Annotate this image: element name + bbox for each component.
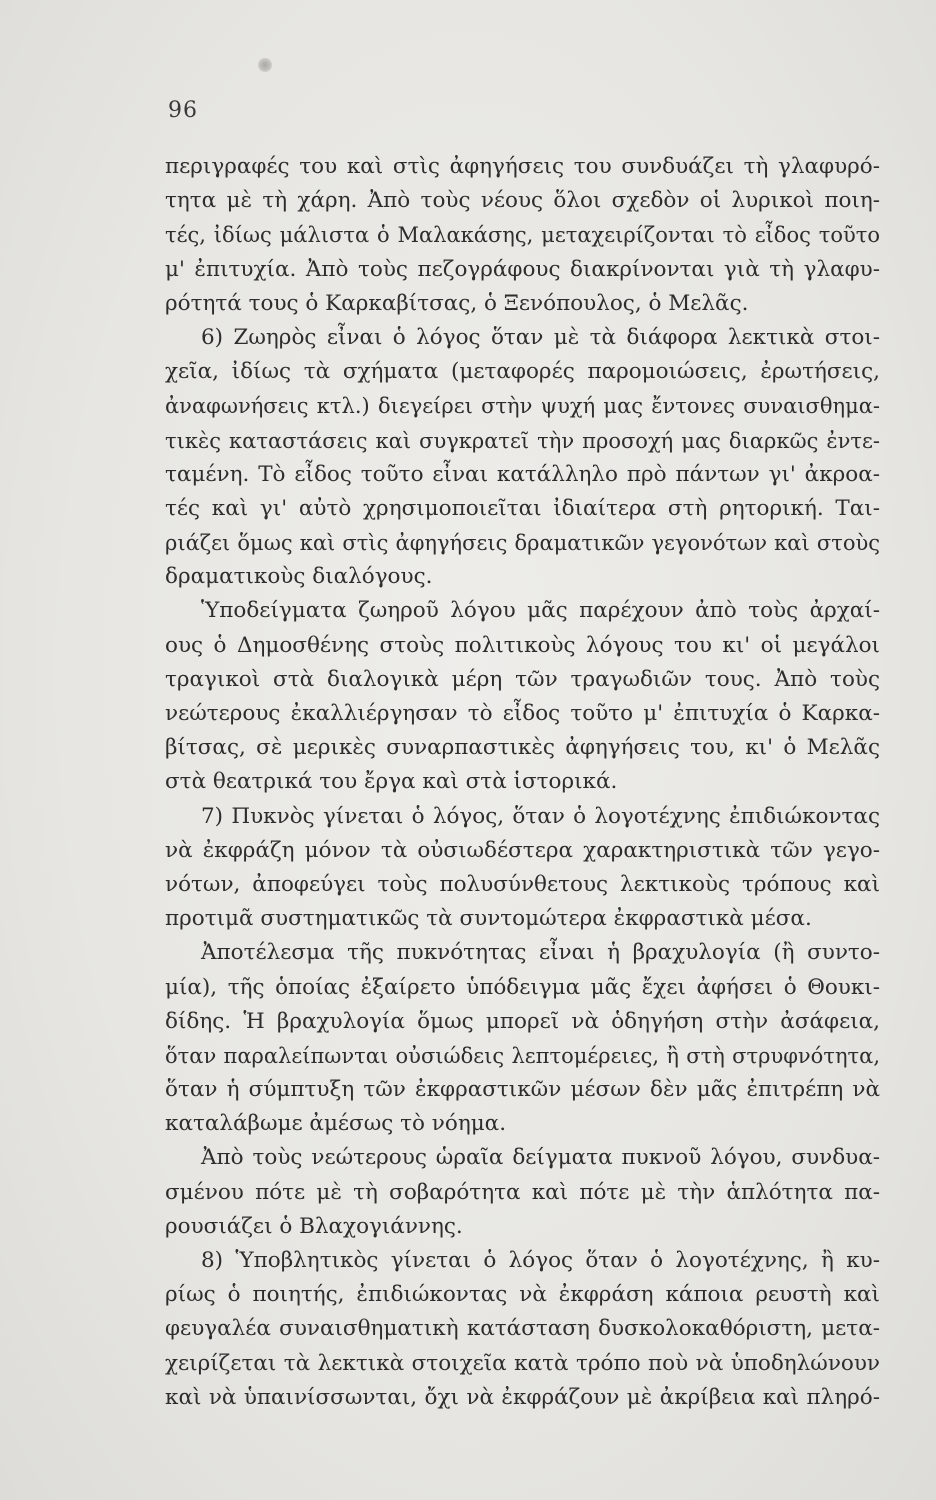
text-line: βίτσας, σὲ μερικὲς συναρπαστικὲς ἀφηγήσεις του, κι' ὁ Μελᾶς bbox=[165, 735, 880, 761]
text-line: τραγικοὶ στὰ διαλογικὰ μέρη τῶν τραγωδιῶν τους. Ἀπὸ τοὺς bbox=[165, 666, 880, 692]
text-line: τικὲς καταστάσεις καὶ συγκρατεῖ τὴν προσοχή μας διαρκῶς ἐντε- bbox=[165, 428, 880, 453]
text-line: νεώτερους ἐκαλλιέργησαν τὸ εἶδος τοῦτο μ' ἐπιτυχία ὁ Καρκα- bbox=[165, 701, 880, 726]
text-line: νότων, ἀποφεύγει τοὺς πολυσύνθετους λεκτικοὺς τρόπους καὶ bbox=[165, 871, 880, 897]
text-line: Ὑποδείγματα ζωηροῦ λόγου μᾶς παρέχουν ἀπὸ τοὺς ἀρχαί- bbox=[201, 598, 880, 624]
text-line: 8) Ὑποβλητικὸς γίνεται ὁ λόγος ὅταν ὁ λογοτέχνης, ἢ κυ- bbox=[201, 1248, 880, 1273]
text-line: μία), τῆς ὁποίας ἐξαίρετο ὑπόδειγμα μᾶς ἔχει ἀφήσει ὁ Θουκι- bbox=[165, 974, 880, 1000]
text-line: στὰ θεατρικά του ἔργα καὶ στὰ ἱστορικά. bbox=[165, 769, 618, 795]
text-line: ἀναφωνήσεις κτλ.) διεγείρει στὴν ψυχή μας ἔντονες συναισθημα- bbox=[165, 394, 880, 419]
text-line: ρότητά τους ὁ Καρκαβίτσας, ὁ Ξενόπουλος, ὁ Μελᾶς. bbox=[165, 290, 749, 316]
text-line: τές καὶ γι' αὐτὸ χρησιμοποιεῖται ἰδιαίτερα στὴ ρητορική. Ται- bbox=[165, 495, 880, 521]
text-line: τητα μὲ τὴ χάρη. Ἀπὸ τοὺς νέους ὅλοι σχεδὸν οἱ λυρικοὶ ποιη- bbox=[165, 188, 880, 214]
page-number: 96 bbox=[168, 98, 198, 123]
text-line: ὅταν ἡ σύμπτυξη τῶν ἐκφραστικῶν μέσων δὲν μᾶς ἐπιτρέπη νὰ bbox=[165, 1077, 880, 1103]
text-line: καταλάβωμε ἀμέσως τὸ νόημα. bbox=[165, 1111, 507, 1137]
text-line: σμένου πότε μὲ τὴ σοβαρότητα καὶ πότε μὲ τὴν ἁπλότητα πα- bbox=[165, 1179, 880, 1205]
text-line: Ἀποτέλεσμα τῆς πυκνότητας εἶναι ἡ βραχυλογία (ἢ συντο- bbox=[201, 940, 880, 966]
text-line: προτιμᾶ συστηματικῶς τὰ συντομώτερα ἐκφραστικὰ μέσα. bbox=[165, 906, 812, 932]
text-line: χειρίζεται τὰ λεκτικὰ στοιχεῖα κατὰ τρόπο ποὺ νὰ ὑποδηλώνουν bbox=[165, 1350, 880, 1376]
text-line: ριάζει ὅμως καὶ στὶς ἀφηγήσεις δραματικῶν γεγονότων καὶ στοὺς bbox=[165, 531, 880, 556]
text-line: ρίως ὁ ποιητής, ἐπιδιώκοντας νὰ ἐκφράση κάποια ρευστὴ καὶ bbox=[165, 1282, 880, 1308]
text-line: ους ὁ Δημοσθένης στοὺς πολιτικοὺς λόγους του κι' οἱ μεγάλοι bbox=[165, 632, 880, 658]
text-line: μ' ἐπιτυχία. Ἀπὸ τοὺς πεζογράφους διακρίνονται γιὰ τὴ γλαφυ- bbox=[165, 256, 880, 282]
text-line: δίδης. Ἡ βραχυλογία ὅμως μπορεῖ νὰ ὁδηγήση στὴν ἀσάφεια, bbox=[165, 1008, 880, 1034]
text-line: περιγραφές του καὶ στὶς ἀφηγήσεις του συνδυάζει τὴ γλαφυρό- bbox=[165, 154, 880, 179]
text-line: τές, ἰδίως μάλιστα ὁ Μαλακάσης, μεταχειρίζονται τὸ εἶδος τοῦτο bbox=[165, 223, 880, 248]
text-line: ὅταν παραλείπωνται οὐσιώδεις λεπτομέρειες, ἢ στὴ στρυφνότητα, bbox=[165, 1043, 880, 1068]
text-line: Ἀπὸ τοὺς νεώτερους ὡραῖα δείγματα πυκνοῦ λόγου, συνδυα- bbox=[201, 1145, 880, 1171]
text-line: ταμένη. Τὸ εἶδος τοῦτο εἶναι κατάλληλο πρὸ πάντων γι' ἀκροα- bbox=[165, 461, 880, 487]
text-line: ρουσιάζει ὁ Βλαχογιάννης. bbox=[165, 1213, 463, 1239]
text-line: 6) Ζωηρὸς εἶναι ὁ λόγος ὅταν μὲ τὰ διάφορα λεκτικὰ στοι- bbox=[201, 324, 880, 350]
text-line: δραματικοὺς διαλόγους. bbox=[165, 564, 433, 590]
text-line: νὰ ἐκφράζη μόνον τὰ οὐσιωδέστερα χαρακτηριστικὰ τῶν γεγο- bbox=[165, 837, 880, 863]
text-line: καὶ νὰ ὑπαινίσσωνται, ὄχι νὰ ἐκφράζουν μὲ ἀκρίβεια καὶ πληρό- bbox=[165, 1384, 880, 1410]
text-line: 7) Πυκνὸς γίνεται ὁ λόγος, ὅταν ὁ λογοτέχνης ἐπιδιώκοντας bbox=[201, 803, 880, 829]
text-line: χεῖα, ἰδίως τὰ σχήματα (μεταφορές παρομοιώσεις, ἐρωτήσεις, bbox=[165, 359, 880, 385]
ink-spot bbox=[258, 58, 272, 72]
text-line: φευγαλέα συναισθηματικὴ κατάσταση δυσκολοκαθόριστη, μετα- bbox=[165, 1316, 880, 1342]
body-text bbox=[165, 150, 880, 1415]
